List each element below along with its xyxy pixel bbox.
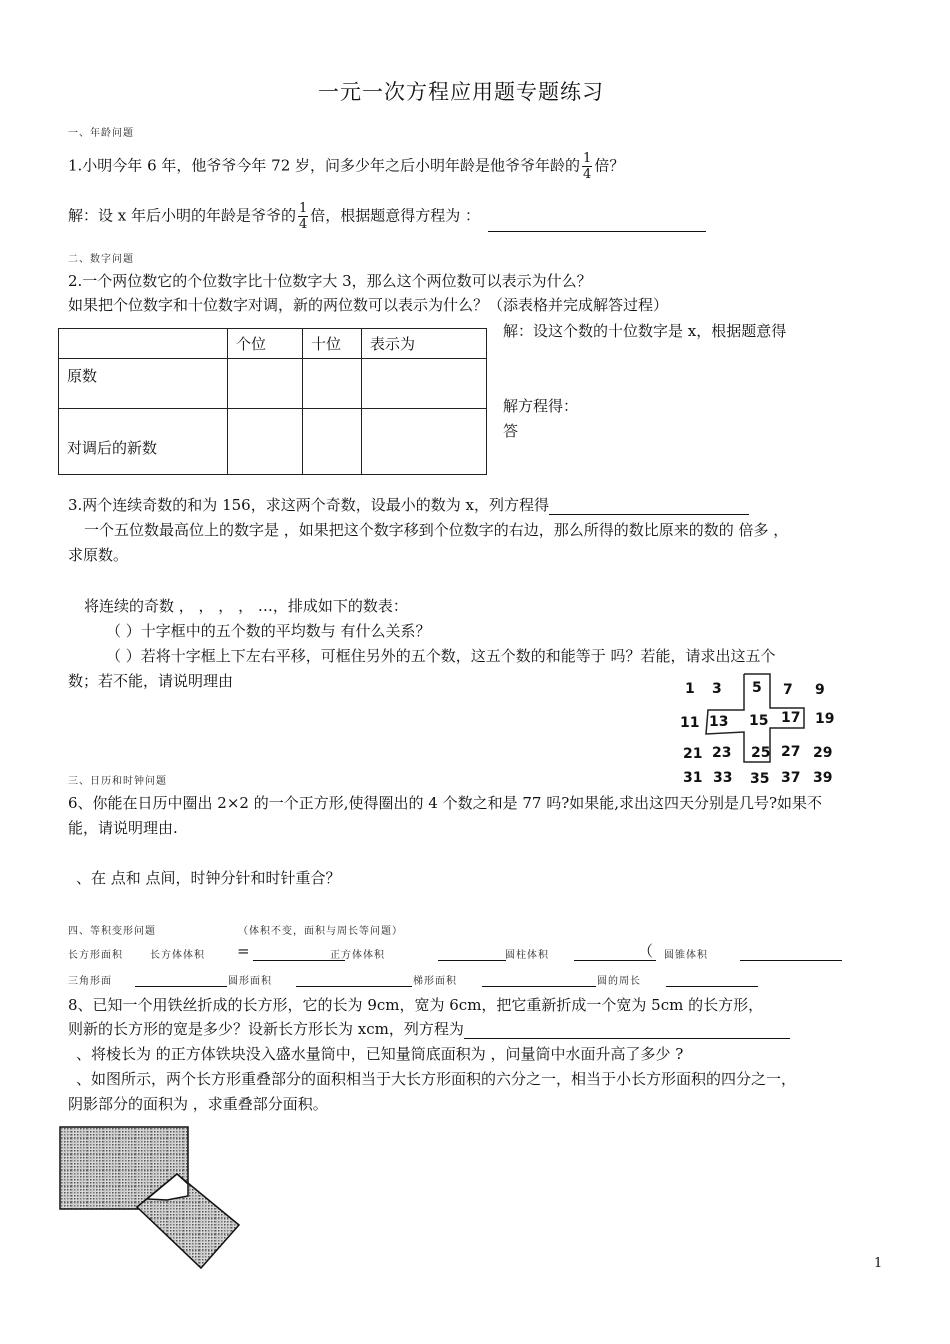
grid-number: 27 — [781, 744, 801, 760]
fill-blank[interactable] — [666, 970, 758, 987]
question-4-line1: 一个五位数最高位上的数字是 ，如果把这个数字移到个位数字的右边，那么所得的数比原来的数的 倍多 ， — [84, 521, 789, 539]
formula-label: 长方体体积 — [150, 950, 205, 961]
table-cell[interactable] — [303, 359, 362, 409]
fill-blank[interactable] — [740, 944, 842, 961]
question-2-answer: 答 — [503, 422, 519, 440]
section-heading-area-volume-note: （体积不变，面积与周长等问题） — [238, 926, 403, 937]
cross-frame[interactable] — [700, 670, 820, 770]
fraction-one-quarter: $\frac{1}{4}$ — [299, 201, 308, 232]
fraction-one-quarter: $\frac{1}{4}$ — [583, 151, 592, 182]
grid-number: 35 — [750, 771, 770, 787]
question-5-part1: （ ）十字框中的五个数的平均数与 有什么关系？ — [106, 622, 431, 640]
answer-blank[interactable] — [488, 215, 706, 232]
overlapping-rectangles-figure — [55, 1122, 255, 1272]
table-cell[interactable] — [362, 359, 487, 409]
formula-label: 圆锥体积 — [664, 950, 708, 961]
question-1-text: 1.小明今年 6 年，他爷爷今年 72 岁，问多少年之后小明年龄是他爷爷年龄的 — [68, 156, 581, 175]
formula-label: 正方体体积 — [330, 950, 385, 961]
formula-label: 圆的周长 — [597, 976, 641, 987]
table-cell[interactable] — [362, 409, 487, 475]
grid-number: 15 — [749, 713, 769, 729]
grid-number: 19 — [815, 711, 835, 727]
grid-number: 17 — [781, 710, 801, 726]
grid-number: 5 — [752, 680, 762, 696]
formula-label: 圆柱体积 — [505, 950, 549, 961]
grid-number: 29 — [813, 745, 833, 761]
table-row-swapped: 对调后的新数 — [59, 409, 228, 475]
grid-number: 1 — [685, 681, 695, 697]
question-10-line2: 阴影部分的面积为 ，求重叠部分面积。 — [68, 1095, 328, 1113]
equals-sign: = — [237, 942, 250, 960]
question-2-line1: 2.一个两位数它的个位数字比十位数字大 3，那么这个两位数可以表示为什么？ — [68, 272, 592, 290]
question-6-line1: 6、你能在日历中圈出 2×2 的一个正方形,使得圈出的 4 个数之和是 77 吗?如果能,求出这四天分别是几号?如果不 — [68, 794, 823, 812]
table-header-represent: 表示为 — [362, 329, 487, 359]
question-5-part2: （ ）若将十字框上下左右平移，可框住另外的五个数，这五个数的和能等于 吗？若能，请求出这五个 — [106, 647, 776, 665]
question-5-part3: 数；若不能，请说明理由 — [68, 672, 234, 690]
fill-blank[interactable] — [438, 944, 506, 961]
grid-number: 11 — [680, 715, 700, 731]
question-6-line2: 能，请说明理由. — [68, 819, 178, 837]
grid-number: 31 — [683, 770, 703, 786]
section-heading-age: 一、年龄问题 — [68, 128, 134, 139]
table-header-ones: 个位 — [228, 329, 303, 359]
grid-number: 33 — [713, 770, 733, 786]
grid-number: 23 — [712, 745, 732, 761]
grid-number: 39 — [813, 770, 833, 786]
digit-table — [58, 328, 487, 475]
fill-blank[interactable] — [482, 970, 596, 987]
table-header-tens: 十位 — [303, 329, 362, 359]
answer-blank[interactable] — [549, 498, 749, 515]
question-2-solution-2: 解方程得： — [503, 397, 579, 415]
question-1-solution: 解：设 x 年后小明的年龄是爷爷的 $\frac{1}{4}$ 倍，根据题意得方程为 ： — [68, 201, 706, 232]
grid-number: 37 — [781, 770, 801, 786]
section-heading-digits: 二、数字问题 — [68, 254, 134, 265]
question-4-line2: 求原数。 — [68, 546, 129, 564]
fill-blank[interactable] — [135, 970, 227, 987]
grid-number: 21 — [683, 746, 703, 762]
grid-number: 9 — [815, 682, 825, 698]
page-title: 一元一次方程应用题专题练习 — [318, 80, 604, 104]
table-row-original: 原数 — [59, 359, 228, 409]
table-cell[interactable] — [228, 409, 303, 475]
question-8-line1: 8、已知一个用铁丝折成的长方形，它的长为 9cm，宽为 6cm，把它重新折成一个宽为 5cm 的长方形， — [68, 996, 764, 1014]
formula-label: 圆形面积 — [228, 976, 272, 987]
table-header-empty — [59, 329, 228, 359]
question-9: 、将棱长为 的正方体铁块没入盛水量筒中，已知量筒底面积为 ，问量筒中水面升高了多少 ? — [76, 1045, 684, 1063]
grid-number: 3 — [712, 681, 722, 697]
section-heading-area-volume: 四、等积变形问题 — [68, 926, 156, 937]
question-8-line2: 则新的长方形的宽是多少？设新长方形长为 xcm，列方程为 — [68, 1019, 790, 1039]
question-3: 3.两个连续奇数的和为 156，求这两个奇数，设最小的数为 x，列方程得 — [68, 495, 749, 515]
question-5-line1: 将连续的奇数 ， ， ， ， …，排成如下的数表： — [84, 597, 408, 615]
formula-label: 三角形面 — [68, 976, 112, 987]
question-2-solution-1: 解：设这个数的十位数字是 x，根据题意得 — [503, 322, 787, 340]
section-heading-calendar: 三、日历和时钟问题 — [68, 776, 167, 787]
paren: （ — [638, 942, 654, 960]
table-cell[interactable] — [303, 409, 362, 475]
grid-number: 25 — [751, 745, 771, 761]
formula-label: 长方形面积 — [68, 950, 123, 961]
grid-number: 7 — [783, 682, 793, 698]
answer-blank[interactable] — [464, 1022, 790, 1039]
question-2-line2: 如果把个位数字和十位数字对调，新的两位数可以表示为什么？（添表格并完成解答过程） — [68, 296, 669, 314]
question-7: 、在 点和 点间，时钟分针和时针重合？ — [76, 869, 341, 887]
page-number: 1 — [874, 1256, 883, 1271]
formula-label: 梯形面积 — [413, 976, 457, 987]
fill-blank[interactable] — [296, 970, 412, 987]
question-1: 1.小明今年 6 年，他爷爷今年 72 岁，问多少年之后小明年龄是他爷爷年龄的 $\frac{1}{4}$ 倍？ — [68, 151, 625, 182]
question-10-line1: 、如图所示，两个长方形重叠部分的面积相当于大长方形面积的六分之一，相当于小长方形面积的四分之一， — [76, 1070, 797, 1088]
table-cell[interactable] — [228, 359, 303, 409]
grid-number: 13 — [709, 714, 729, 730]
